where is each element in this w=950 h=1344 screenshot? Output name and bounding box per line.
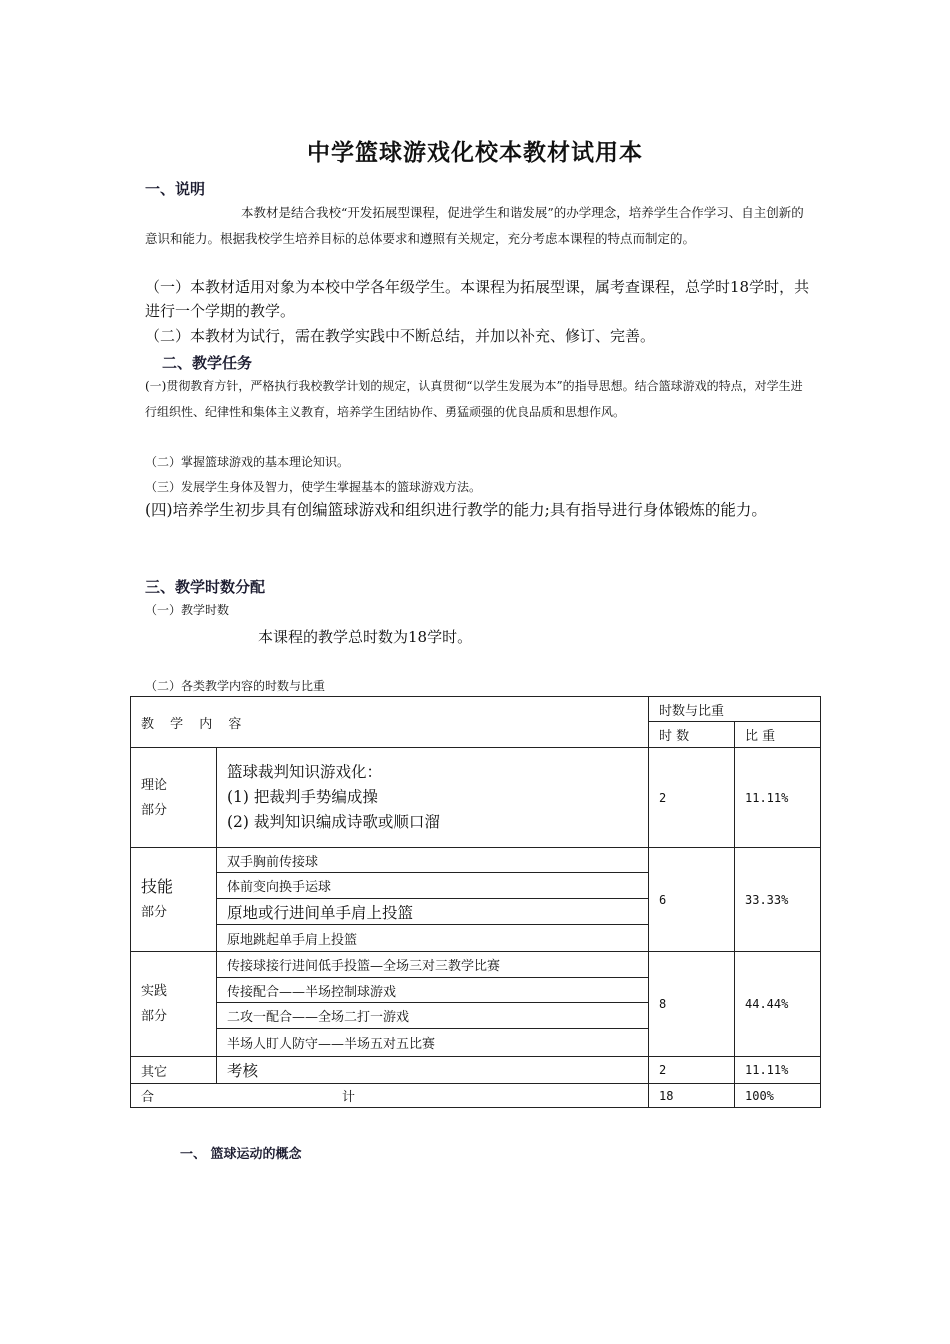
skill-hours: 6 — [649, 848, 735, 952]
section-3-total-hours: 本课程的教学总时数为18学时。 — [258, 628, 473, 646]
theory-ratio: 11.11% — [735, 748, 821, 848]
section-1-intro: 本教材是结合我校“开发拓展型课程，促进学生和谐发展”的办学理念，培养学生合作学习、自主创新的意识和能力。根据我校学生培养目标的总体要求和遵照有关规定，充分考虑本课程的特点而制定的。 — [145, 205, 804, 246]
skill-ratio: 33.33% — [735, 848, 821, 952]
total-ratio: 100% — [735, 1084, 821, 1108]
section-1-item-1: （一）本教材适用对象为本校中学各年级学生。本课程为拓展型课，属考查课程，总学时18学时，共进行一个学期的教学。 — [145, 278, 810, 320]
section-2-heading: 二、教学任务 — [162, 354, 253, 372]
practice-category: 实践 部分 — [131, 952, 217, 1057]
section-2-item-3: （三）发展学生身体及智力，使学生掌握基本的篮球游戏方法。 — [145, 480, 482, 494]
total-label: 合 计 — [131, 1084, 649, 1108]
header-content: 教 学 内 容 — [131, 697, 649, 748]
theory-hours: 2 — [649, 748, 735, 848]
practice-hours: 8 — [649, 952, 735, 1057]
section-2-item-2: （二）掌握篮球游戏的基本理论知识。 — [145, 455, 350, 469]
document-title: 中学篮球游戏化校本教材试用本 — [307, 140, 643, 166]
hours-table — [130, 696, 821, 1108]
practice-item: 二攻一配合——全场二打一游戏 — [217, 1003, 649, 1029]
other-item: 考核 — [217, 1057, 649, 1084]
skill-item: 体前变向换手运球 — [217, 873, 649, 899]
header-hours: 时 数 — [649, 722, 735, 748]
practice-ratio: 44.44% — [735, 952, 821, 1057]
skill-item: 原地跳起单手肩上投篮 — [217, 925, 649, 952]
skill-item: 原地或行进间单手肩上投篮 — [217, 899, 649, 925]
section-4-heading: 一、 篮球运动的概念 — [180, 1147, 302, 1162]
practice-item: 半场人盯人防守——半场五对五比赛 — [217, 1029, 649, 1057]
header-ratio: 比 重 — [735, 722, 821, 748]
section-2-item-1: (一)贯彻教育方针，严格执行我校教学计划的规定，认真贯彻“以学生发展为本”的指导思想。结合篮球游戏的特点，对学生进行组织性、纪律性和集体主义教育，培养学生团结协作、勇猛顽强的优良品质和思想作风。 — [145, 379, 803, 419]
section-1-item-2: （二）本教材为试行，需在教学实践中不断总结，并加以补充、修订、完善。 — [145, 327, 656, 345]
other-hours: 2 — [649, 1057, 735, 1084]
practice-item: 传接球接行进间低手投篮—全场三对三教学比赛 — [217, 952, 649, 978]
section-3-heading: 三、教学时数分配 — [145, 578, 266, 596]
header-group: 时数与比重 — [649, 697, 821, 722]
skill-category: 技能 部分 — [131, 848, 217, 952]
skill-item: 双手胸前传接球 — [217, 848, 649, 873]
theory-category: 理论 部分 — [131, 748, 217, 848]
theory-items: 篮球裁判知识游戏化： (1) 把裁判手势编成操 (2) 裁判知识编成诗歌或顺口溜 — [217, 748, 649, 848]
section-3-sub-1: （一）教学时数 — [145, 603, 230, 617]
other-ratio: 11.11% — [735, 1057, 821, 1084]
section-1-heading: 一、说明 — [145, 180, 206, 198]
total-hours: 18 — [649, 1084, 735, 1108]
section-3-sub-2: （二）各类教学内容的时数与比重 — [145, 679, 326, 693]
section-2-item-4: (四)培养学生初步具有创编篮球游戏和组织进行教学的能力;具有指导进行身体锻炼的能力。 — [145, 501, 767, 519]
other-category: 其它 — [131, 1057, 217, 1084]
practice-item: 传接配合——半场控制球游戏 — [217, 978, 649, 1003]
